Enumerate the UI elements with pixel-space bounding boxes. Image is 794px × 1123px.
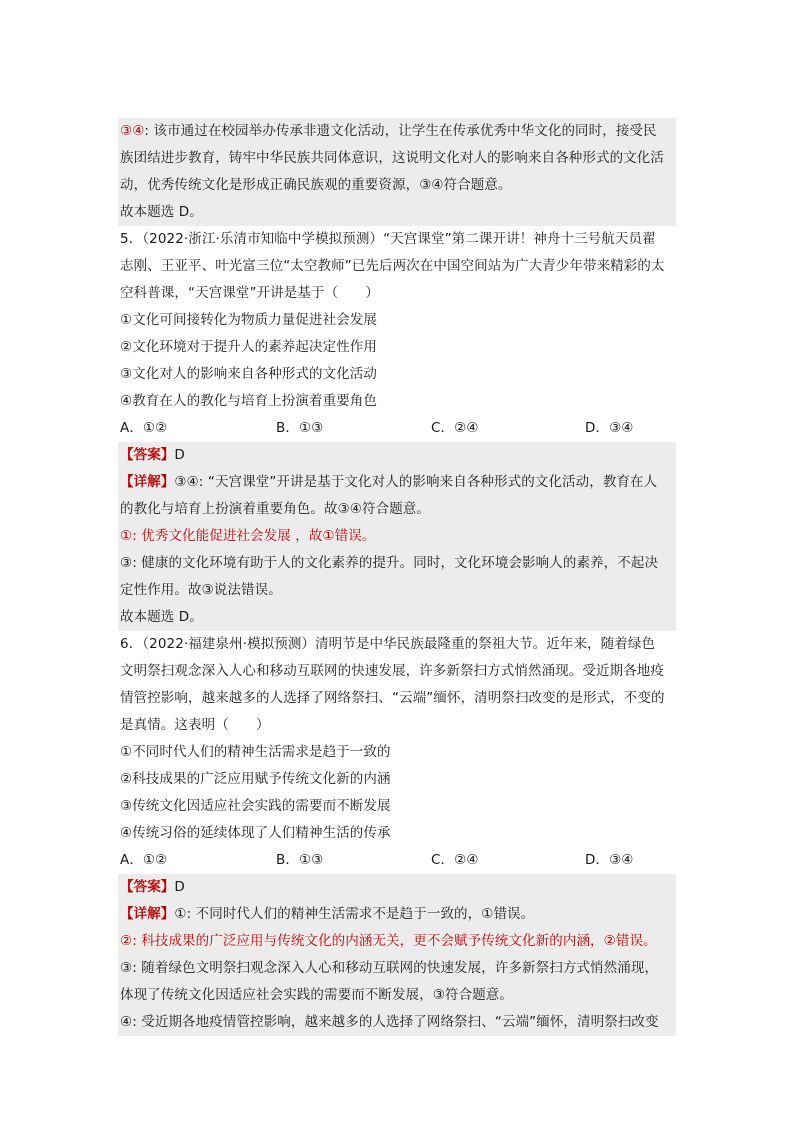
- q6-option-c: C．②④: [431, 852, 479, 868]
- q6-option-b: B．①③: [276, 852, 324, 868]
- q6-stem-line: 是真情。这表明（ ）: [120, 717, 270, 733]
- detail-label: 【详解】: [120, 474, 175, 490]
- answer-value: D: [174, 879, 185, 895]
- document-page: [118, 118, 676, 1036]
- q6-item: ②科技成果的广泛应用赋予传统文化新的内涵: [120, 771, 391, 787]
- q6-answer: [118, 874, 676, 901]
- q4-analysis-line: 动，优秀传统文化是形成正确民族观的重要资源，③④符合题意。: [118, 172, 676, 199]
- q5-detail-text: ③④: “天宫课堂”开讲是基于文化对人的影响来自各种形式的文化活动，教育在人: [174, 474, 658, 490]
- q5-option-a: A．①②: [120, 420, 168, 436]
- q4-analysis-line: [118, 118, 676, 145]
- q5-stem-line: 志刚、王亚平、叶光富三位“太空教师”已先后两次在中国空间站为广大青少年带来精彩的太: [120, 258, 665, 274]
- q6-stem-line: 情管控影响，越来越多的人选择了网络祭扫、“云端”缅怀，清明祭扫改变的是形式，不变的: [120, 690, 665, 706]
- q5-wrong-1: ①: 优秀文化能促进社会发展 ，故①错误。: [118, 523, 676, 550]
- q6-item: ④传统习俗的延续体现了人们精神生活的传承: [120, 825, 391, 841]
- q6-detail-text: ①: 不同时代人们的精神生活需求不是趋于一致的，①错误。: [174, 906, 535, 922]
- q5-detail-line: 的教化与培育上扮演着重要角色。故③④符合题意。: [118, 496, 676, 523]
- q6-right-3: ③: 随着绿色文明祭扫观念深入人心和移动互联网的快速发展，许多新祭扫方式悄然涌现，: [118, 955, 676, 982]
- q4-analysis-text: : 该市通过在校园举办传承非遗文化活动，让学生在传承优秀中华文化的同时，接受民: [144, 123, 657, 139]
- q5-wrong-3: ③: 健康的文化环境有助于人的文化素养的提升。同时，文化环境会影响人的素养，不起决: [118, 550, 676, 577]
- q6-wrong-2: ②: 科技成果的广泛应用与传统文化的内涵无关，更不会赋予传统文化新的内涵，②错误。: [118, 928, 676, 955]
- q5-item: ②文化环境对于提升人的素养起决定性作用: [120, 339, 378, 355]
- q5-option-c: C．②④: [431, 420, 479, 436]
- q6-options: [118, 847, 676, 874]
- q6-option-a: A．①②: [120, 852, 168, 868]
- q5-item: ①文化可间接转化为物质力量促进社会发展: [120, 312, 378, 328]
- q6-stem-line: 6．（2022·福建泉州·模拟预测）清明节是中华民族最隆重的祭祖大节。近年来，随着绿色: [120, 636, 656, 652]
- q6-option-d: D．③④: [585, 852, 634, 868]
- q5-options: [118, 415, 676, 442]
- answer-label: 【答案】: [120, 447, 175, 463]
- q4-conclusion: 故本题选 D。: [118, 199, 676, 226]
- q6-right-3: 体现了传统文化因适应社会实践的需要而不断发展，③符合题意。: [118, 982, 676, 1009]
- answer-value: D: [174, 447, 185, 463]
- q5-conclusion: 故本题选 D。: [118, 604, 676, 631]
- q6-right-4: ④: 受近期各地疫情管控影响，越来越多的人选择了网络祭扫、“云端”缅怀，清明祭扫改变: [118, 1009, 676, 1036]
- q6-detail-line: [118, 901, 676, 928]
- q6-stem-line: 文明祭扫观念深入人心和移动互联网的快速发展，许多新祭扫方式悄然涌现。受近期各地疫: [120, 663, 664, 679]
- q5-option-b: B．①③: [276, 420, 324, 436]
- q5-item: ③文化对人的影响来自各种形式的文化活动: [120, 366, 378, 382]
- q5-stem-line: 5．（2022·浙江·乐清市知临中学模拟预测）“天宫课堂”第二课开讲！神舟十三号航天员翟: [120, 231, 656, 247]
- detail-label: 【详解】: [120, 906, 175, 922]
- q5-stem-line: 空科普课，“天宫课堂”开讲是基于（ ）: [120, 285, 379, 301]
- q5-answer: [118, 442, 676, 469]
- q4-analysis-line: 族团结进步教育，铸牢中华民族共同体意识，这说明文化对人的影响来自各种形式的文化活: [118, 145, 676, 172]
- q6-item: ③传统文化因适应社会实践的需要而不断发展: [120, 798, 391, 814]
- q4-marker: ③④: [120, 123, 145, 139]
- q5-detail-line: [118, 469, 676, 496]
- q6-item: ①不同时代人们的精神生活需求是趋于一致的: [120, 744, 391, 760]
- q5-item: ④教育在人的教化与培育上扮演着重要角色: [120, 393, 378, 409]
- q5-wrong-3: 定性作用。故③说法错误。: [118, 577, 676, 604]
- answer-label: 【答案】: [120, 879, 175, 895]
- q5-option-d: D．③④: [585, 420, 634, 436]
